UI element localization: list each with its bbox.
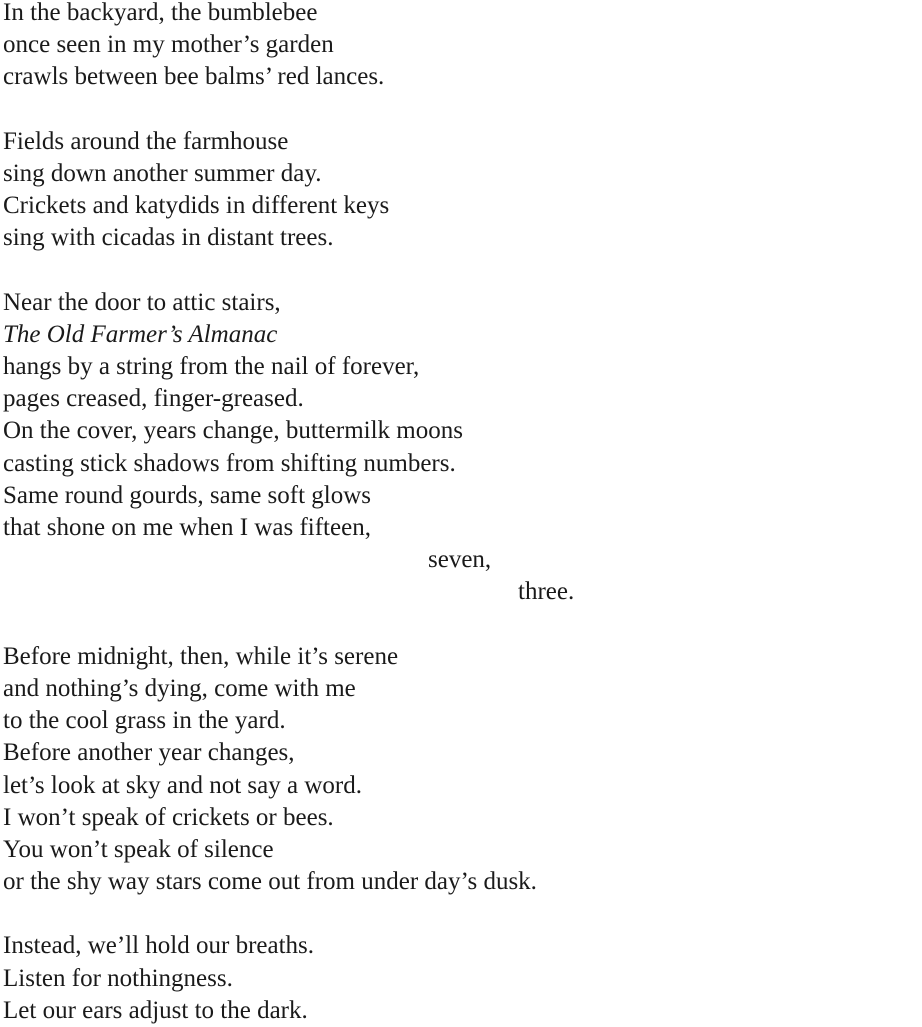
- poem-line: Before another year changes,: [3, 739, 295, 767]
- poem-line: Listen for nothingness.: [3, 964, 233, 992]
- poem-line: On the cover, years change, buttermilk moons: [3, 417, 463, 445]
- stanza-break: [3, 609, 918, 641]
- stanza-break: [3, 94, 918, 126]
- poem-line: sing down another summer day.: [3, 159, 322, 187]
- stanza-2: [3, 126, 918, 255]
- poem-line: Crickets and katydids in different keys: [3, 192, 390, 220]
- poem-line: pages creased, finger-greased.: [3, 385, 304, 413]
- poem-line: casting stick shadows from shifting numbers.: [3, 449, 456, 477]
- poem-line: You won’t speak of silence: [3, 835, 274, 863]
- stanza-5: [3, 930, 918, 1027]
- stanza-1: [3, 0, 918, 94]
- poem-line: In the backyard, the bumblebee: [3, 0, 318, 26]
- poem-line: I won’t speak of crickets or bees.: [3, 803, 334, 831]
- poem-line: crawls between bee balms’ red lances.: [3, 63, 385, 91]
- poem-line: Same round gourds, same soft glows: [3, 481, 372, 509]
- poem-line: or the shy way stars come out from under day’s dusk.: [3, 868, 537, 896]
- poem-line-indented: three.: [518, 578, 575, 606]
- poem-line: to the cool grass in the yard.: [3, 707, 286, 735]
- poem-line: let’s look at sky and not say a word.: [3, 771, 362, 799]
- poem-line: Fields around the farmhouse: [3, 127, 289, 155]
- poem-line: Before midnight, then, while it’s serene: [3, 642, 399, 670]
- almanac-title: The Old Farmer’s Almanac: [3, 320, 278, 348]
- stanza-break: [3, 898, 918, 930]
- poem-body: [3, 0, 918, 1027]
- stanza-4: [3, 641, 918, 899]
- stanza-3: [3, 287, 918, 609]
- poem-line: Let our ears adjust to the dark.: [3, 996, 308, 1024]
- poem-line-indented: seven,: [428, 546, 492, 574]
- stanza-break: [3, 255, 918, 287]
- poem-line: hangs by a string from the nail of forever,: [3, 353, 420, 381]
- poem-line: and nothing’s dying, come with me: [3, 674, 356, 702]
- poem-line: Instead, we’ll hold our breaths.: [3, 932, 315, 960]
- poem-line: that shone on me when I was fifteen,: [3, 514, 371, 541]
- poem-line: sing with cicadas in distant trees.: [3, 224, 334, 252]
- poem-line: Near the door to attic stairs,: [3, 288, 281, 316]
- poem-line: once seen in my mother’s garden: [3, 31, 334, 59]
